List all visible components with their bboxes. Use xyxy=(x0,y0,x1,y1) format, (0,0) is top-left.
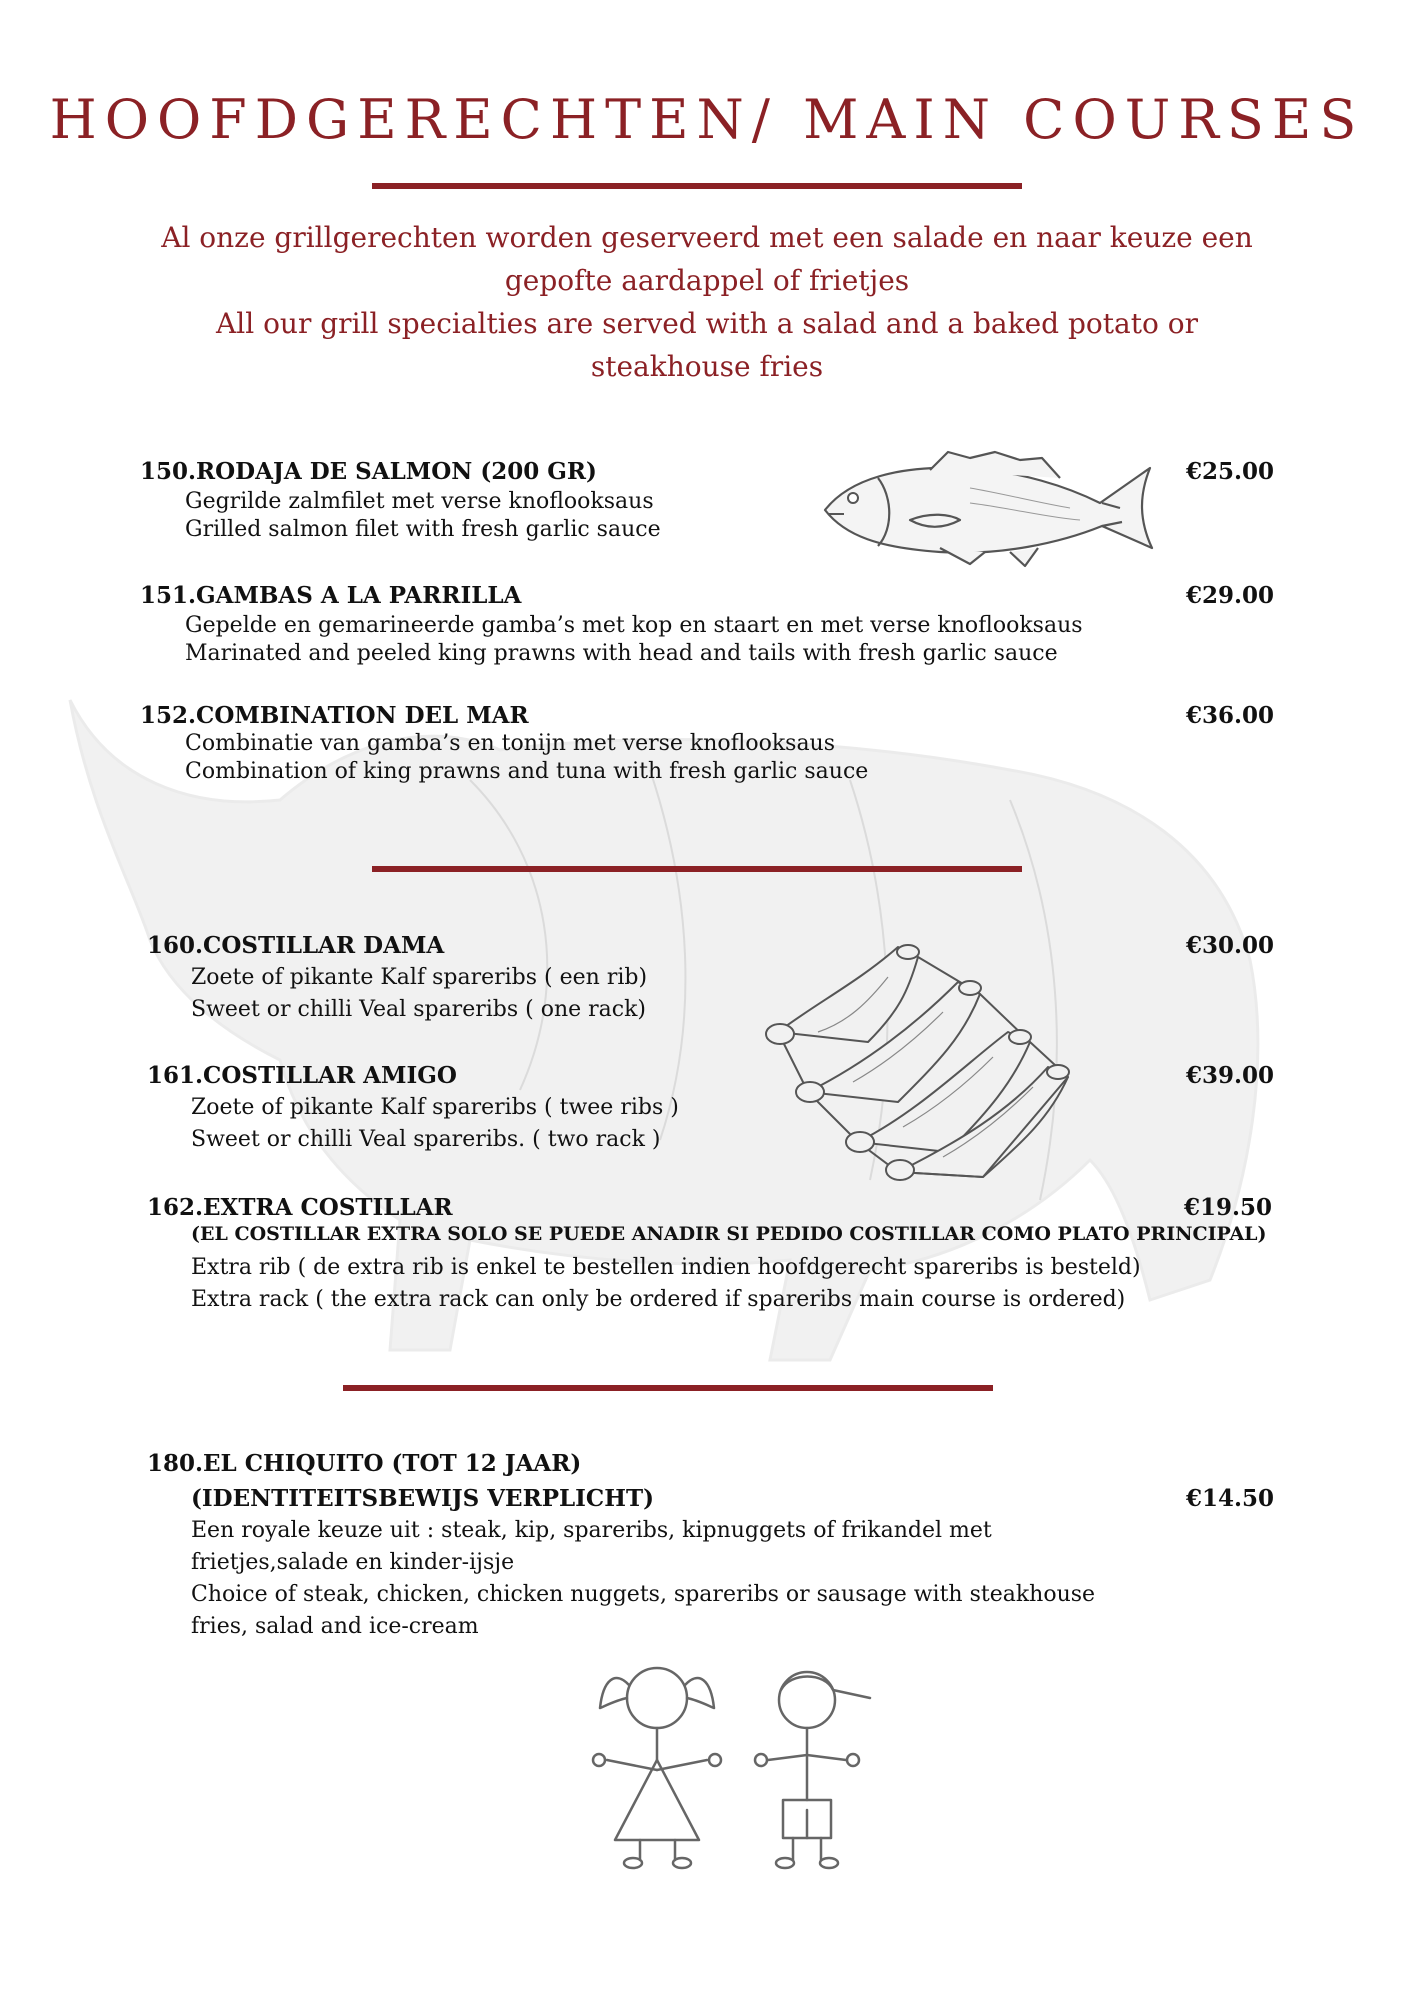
intro-line: All our grill specialties are served with a salad and a baked potato or xyxy=(216,307,1198,340)
page-title: HOOFDGERECHTEN/ MAIN COURSES xyxy=(49,88,1365,151)
item-title: 152.COMBINATION DEL MAR xyxy=(140,702,529,729)
item-note: (EL COSTILLAR EXTRA SOLO SE PUEDE ANADIR SI PEDIDO COSTILLAR COMO PLATO PRINCIPAL) xyxy=(191,1223,1267,1245)
item-title: 160.COSTILLAR DAMA xyxy=(147,932,445,959)
item-desc-line: Gepelde en gemarineerde gamba’s met kop en staart en met verse knoflooksaus xyxy=(185,613,1083,638)
section-divider xyxy=(343,1385,993,1391)
intro-text xyxy=(120,216,1294,388)
section-divider xyxy=(372,866,1022,872)
item-desc-line: Gegrilde zalmfilet met verse knoflooksaus xyxy=(185,489,654,514)
item-desc-line: Marinated and peeled king prawns with head and tails with fresh garlic sauce xyxy=(185,641,1058,666)
item-desc-line: Zoete of pikante Kalf spareribs ( twee ribs ) xyxy=(191,1095,679,1120)
item-description xyxy=(191,1515,1151,1643)
intro-line: gepofte aardappel of frietjes xyxy=(504,264,910,297)
item-price: €25.00 xyxy=(1185,458,1274,485)
item-title: 162.EXTRA COSTILLAR xyxy=(147,1194,453,1221)
item-desc-line: Choice of steak, chicken, chicken nuggets, spareribs or sausage with steakhouse fries, salad and ice-cream xyxy=(191,1582,1096,1639)
item-title: 161.COSTILLAR AMIGO xyxy=(147,1062,457,1089)
fish-icon xyxy=(820,448,1160,568)
item-price: €36.00 xyxy=(1185,702,1274,729)
item-desc-line: Een royale keuze uit : steak, kip, spareribs, kipnuggets of frikandel met frietjes,salade en kinder-ijsje xyxy=(191,1518,992,1575)
item-description xyxy=(191,1252,1141,1316)
item-subtitle: (IDENTITEITSBEWIJS VERPLICHT) xyxy=(191,1485,654,1512)
item-description xyxy=(185,488,661,544)
item-price: €30.00 xyxy=(1185,932,1274,959)
intro-line: Al onze grillgerechten worden geserveerd met een salade en naar keuze een xyxy=(161,221,1253,254)
item-desc-line: Sweet or chilli Veal spareribs ( one rack) xyxy=(191,997,647,1022)
item-title: 151.GAMBAS A LA PARRILLA xyxy=(140,582,522,609)
item-title: 150.RODAJA DE SALMON (200 GR) xyxy=(140,458,597,485)
item-desc-line: Combination of king prawns and tuna with fresh garlic sauce xyxy=(185,759,869,784)
item-price: €39.00 xyxy=(1185,1062,1274,1089)
item-desc-line: Sweet or chilli Veal spareribs. ( two rack ) xyxy=(191,1127,661,1152)
item-price: €14.50 xyxy=(1185,1485,1274,1512)
item-title: 180.EL CHIQUITO (TOT 12 JAAR) xyxy=(147,1450,582,1477)
title-divider xyxy=(372,183,1022,189)
item-description xyxy=(185,612,1083,668)
children-icon xyxy=(585,1660,875,1870)
intro-line: steakhouse fries xyxy=(590,350,824,383)
item-description xyxy=(185,730,868,786)
item-desc-line: Extra rack ( the extra rack can only be ordered if spareribs main course is ordered) xyxy=(191,1287,1126,1312)
item-description xyxy=(191,962,647,1026)
item-description xyxy=(191,1092,679,1156)
item-price: €19.50 xyxy=(1183,1194,1272,1221)
item-desc-line: Extra rib ( de extra rib is enkel te bestellen indien hoofdgerecht spareribs is besteld) xyxy=(191,1255,1141,1280)
item-price: €29.00 xyxy=(1185,582,1274,609)
item-desc-line: Grilled salmon filet with fresh garlic sauce xyxy=(185,517,661,542)
spareribs-icon xyxy=(758,942,1078,1182)
item-desc-line: Zoete of pikante Kalf spareribs ( een rib) xyxy=(191,965,648,990)
item-desc-line: Combinatie van gamba’s en tonijn met verse knoflooksaus xyxy=(185,731,836,756)
